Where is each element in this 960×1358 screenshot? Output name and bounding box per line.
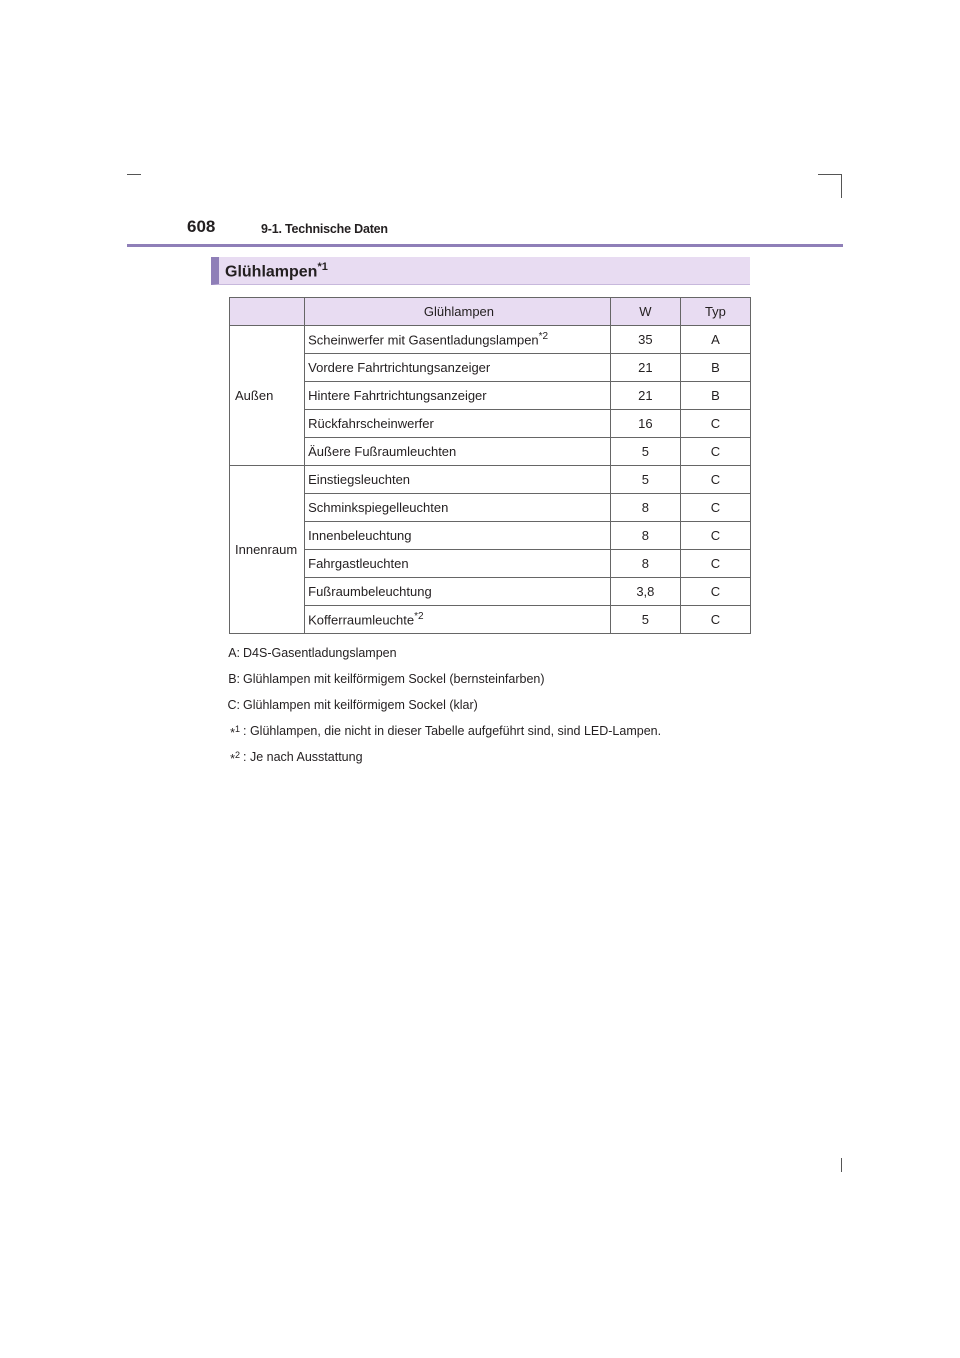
bulb-watt: 35 [610, 326, 680, 354]
bulb-type: C [680, 466, 750, 494]
footnote-marker: *2 [414, 611, 424, 623]
footnote-key: A: [228, 646, 240, 660]
bulb-name: Hintere Fahrtrichtungsanzeiger [305, 382, 611, 410]
bulb-watt: 21 [610, 382, 680, 410]
bulb-watt: 3,8 [610, 578, 680, 606]
group-label: Innenraum [230, 466, 305, 634]
bulb-name: Kofferraumleuchte$^{*2}$ [305, 606, 611, 634]
bulb-type: C [680, 550, 750, 578]
crop-mark [841, 1158, 842, 1172]
bulb-type: B [680, 382, 750, 410]
bulb-name: Vordere Fahrtrichtungsanzeiger [305, 354, 611, 382]
header-watt: W [610, 298, 680, 326]
crop-mark [818, 174, 842, 175]
footnote-key: C: [227, 698, 240, 712]
table-row [230, 578, 751, 606]
footnote-text: Glühlampen mit keilförmigem Sockel (klar) [243, 698, 478, 712]
table-row [230, 354, 751, 382]
bulb-type: C [680, 438, 750, 466]
footnote-marker: *1 [317, 261, 328, 273]
footnote-key: *$^2$ [230, 750, 240, 767]
table-row [230, 326, 751, 354]
bulb-watt: 8 [610, 522, 680, 550]
bulb-name: Fahrgastleuchten [305, 550, 611, 578]
bulb-type: C [680, 578, 750, 606]
footnote-text: D4S-Gasentladungslampen [243, 646, 397, 660]
footnote-marker: *2 [538, 331, 549, 343]
header-type: Typ [680, 298, 750, 326]
footnote-key: *$^1$ [230, 724, 240, 741]
bulb-name: Rückfahrscheinwerfer [305, 410, 611, 438]
bulb-type: C [680, 410, 750, 438]
footnote-text: : Glühlampen, die nicht in dieser Tabelle aufgeführt sind, sind LED-Lampen. [243, 724, 662, 738]
bulb-watt: 21 [610, 354, 680, 382]
bulb-name: Äußere Fußraumleuchten [305, 438, 611, 466]
bulb-name: Fußraumbeleuchtung [305, 578, 611, 606]
crop-mark [841, 174, 842, 198]
page-header [127, 214, 843, 247]
footnote-key: B: [228, 672, 240, 686]
footnote-text: Glühlampen mit keilförmigem Sockel (bernsteinfarben) [243, 672, 545, 686]
table-body [230, 326, 751, 634]
bulb-watt: 8 [610, 550, 680, 578]
bulb-type: C [680, 522, 750, 550]
bulb-watt: 16 [610, 410, 680, 438]
bulb-type: C [680, 606, 750, 634]
section-title: Glühlampen$^{*1}$ [225, 261, 328, 281]
chapter-title: 9-1. Technische Daten [261, 222, 388, 236]
group-label: Außen [230, 326, 305, 466]
bulb-watt: 5 [610, 606, 680, 634]
table-row [230, 410, 751, 438]
table-row [230, 382, 751, 410]
table-row [230, 550, 751, 578]
table-row [230, 522, 751, 550]
crop-mark [127, 174, 141, 175]
bulb-type: B [680, 354, 750, 382]
footnote-text: : Je nach Ausstattung [243, 750, 363, 764]
bulb-type: A [680, 326, 750, 354]
header-bulbs: Glühlampen [305, 298, 611, 326]
table-row [230, 466, 751, 494]
bulb-watt: 5 [610, 438, 680, 466]
page-number: 608 [187, 217, 216, 236]
table-header-row [230, 298, 751, 326]
bulb-name: Schminkspiegelleuchten [305, 494, 611, 522]
table-row [230, 438, 751, 466]
bulb-name: Innenbeleuchtung [305, 522, 611, 550]
bulb-name: Einstiegsleuchten [305, 466, 611, 494]
bulb-watt: 8 [610, 494, 680, 522]
table-row [230, 494, 751, 522]
bulb-name: Scheinwerfer mit Gasentladungslampen$^{*2}$ [305, 326, 611, 354]
bulb-watt: 5 [610, 466, 680, 494]
table-row [230, 606, 751, 634]
bulb-table [229, 297, 751, 634]
header-group [230, 298, 305, 326]
bulb-type: C [680, 494, 750, 522]
section-heading [211, 257, 750, 285]
